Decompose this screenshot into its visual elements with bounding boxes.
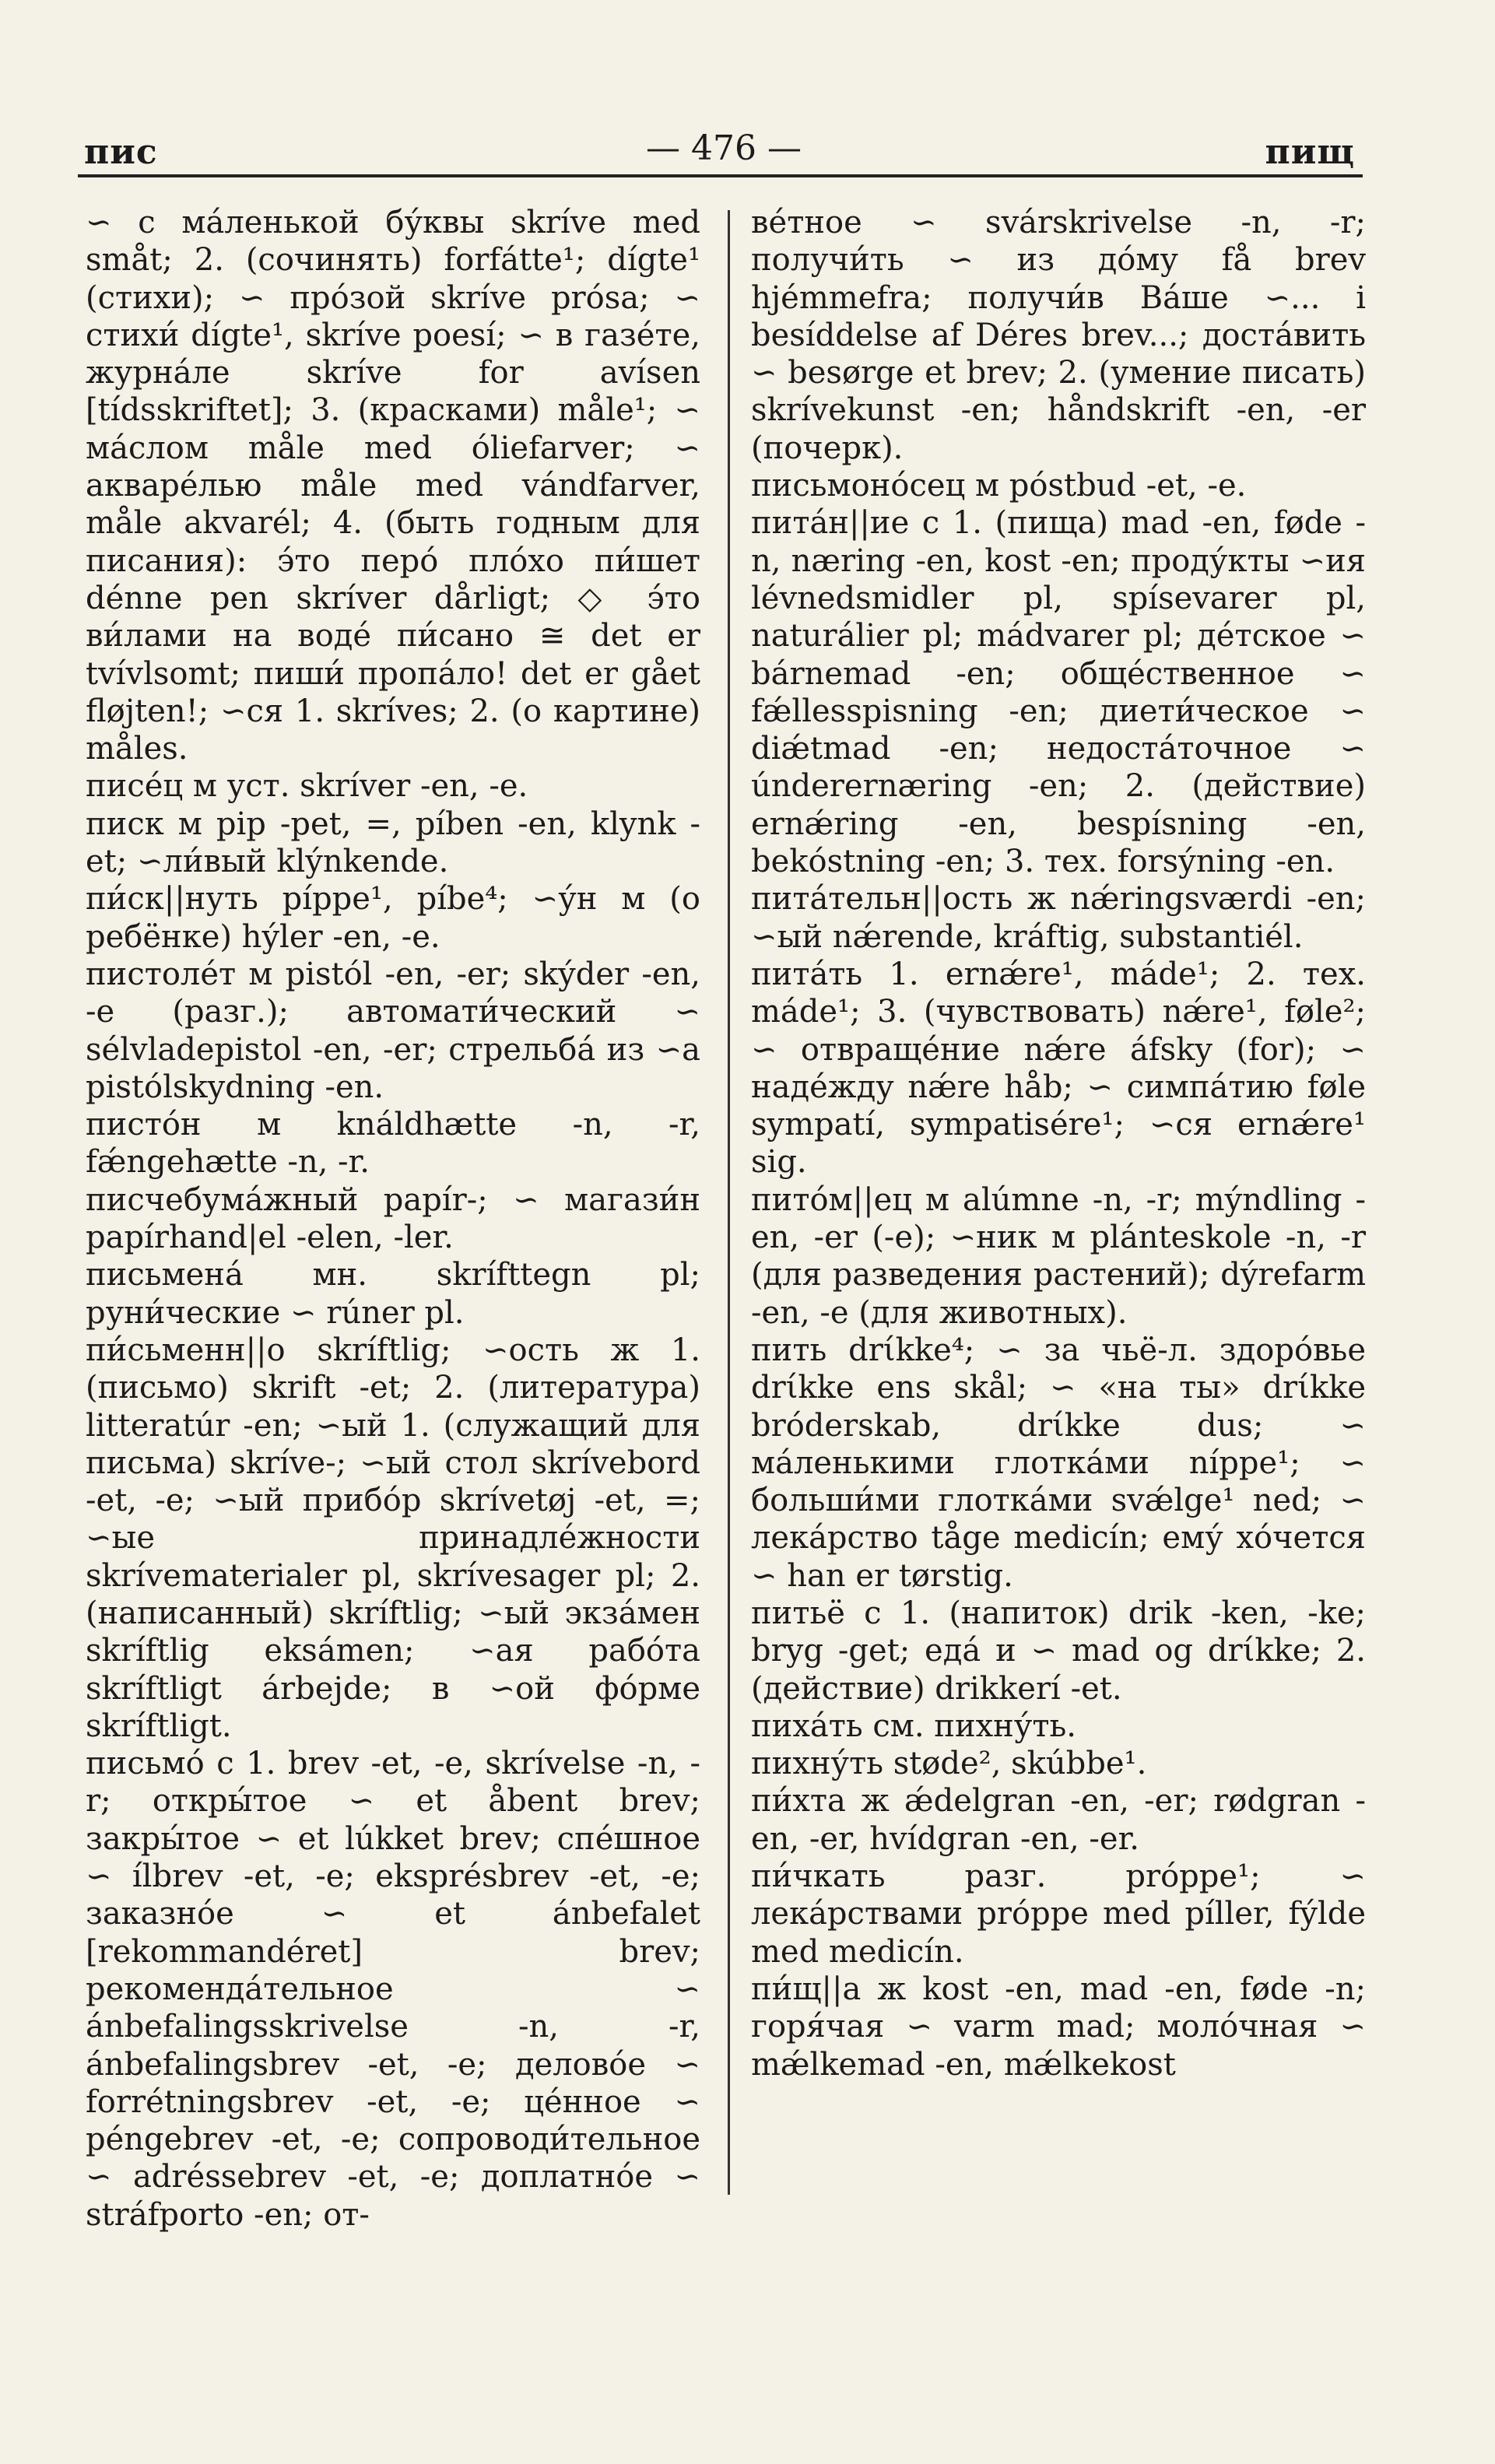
entry-pismenno: пи́сьменн||о skríftlig; ∽ость ж 1. (письмо) skrift -et; 2. (литература) litteratúr -en; ∽ый 1. (служащий для письма) skríve-; ∽ый стол skrívebord -et, -e; ∽ый прибо́р skrívetøj -et, =; ∽ые принадле́жности skrívematerialer pl, skrívesager pl; 2. (написанный) skríftlig; ∽ый экза́мен skríftlig eksámen; ∽ая рабо́та skríftligt árbejde; в ∽ой фо́рме skríftligt.	[86, 1332, 700, 1744]
entry-pitye: питьё с 1. (напиток) drik -ken, -ke; bryg -get; еда́ и ∽ mad og drίkke; 2. (действие) drikkerí -et.	[751, 1595, 1366, 1707]
page-number: — 476 —	[646, 128, 802, 168]
entry-pitat: пита́ть 1. ernǽre¹, máde¹; 2. тех. máde¹; 3. (чувствовать) nǽre¹, føle²; ∽ отвраще́ние nǽre áfsky (for); ∽ наде́жду nǽre håb; ∽ симпа́тию føle sympatí, sympatisére¹; ∽ся ernǽre¹ sig.	[751, 956, 1366, 1181]
right-column	[751, 204, 1366, 2083]
column-divider	[728, 210, 730, 2195]
entry-pikhat: пиха́ть см. пихну́ть.	[751, 1708, 1076, 1744]
left-column	[86, 204, 700, 2234]
entry-pishcha: пи́щ||а ж kost -en, mad -en, føde -n; горя́чая ∽ varm mad; моло́чная ∽ mǽlkemad -en, mǽlkekost	[751, 1971, 1366, 2083]
running-head-right: пищ	[1265, 132, 1355, 172]
entry-pisknut: пи́ск||нуть píppe¹, píbe⁴; ∽у́н м (о ребёнке) hýler -en, -e.	[86, 881, 700, 955]
entry-pitatelnost: пита́тельн||ость ж nǽringsværdi -en; ∽ый nǽrende, kráftig, substantiél.	[751, 881, 1366, 955]
entry-pismo: письмо́ с 1. brev -et, -e, skrívelse -n, -r; откры́тое ∽ et åbent brev; закры́тое ∽ et lúkket brev; спе́шное ∽ ílbrev -et, -e; eksprésbrev -et, -e; заказно́е ∽ et ánbefalet [rekommandéret] brev; рекоменда́тельное ∽ ánbefalingsskrivelse -n, -r, ánbefalingsbrev -et, -e; делово́е ∽ forrétningsbrev -et, -e; це́нное ∽ péngebrev -et, -e; сопроводи́тельное ∽ adréssebrev -et, -e; доплатно́е ∽ stráfporto -en; от-	[86, 1746, 700, 2233]
entry-pisk: писк м pip -pet, =, píben -en, klynk -et; ∽ли́вый klýnkende.	[86, 806, 700, 880]
entry-pismo-continued: ве́тное ∽ svárskrivelse -n, -r; получи́ть ∽ из до́му få brev hjémmefra; получи́в Ва́ше ∽... i besíddelse af Déres brev...; доста́вить ∽ besørge et brev; 2. (умение писать) skrívekunst -en; håndskrift -en, -er (почерк).	[751, 205, 1366, 466]
entry-piston: писто́н м knáldhætte -n, -r, fǽngehætte -n, -r.	[86, 1107, 700, 1181]
entry-pikhta: пи́хта ж ǽdelgran -en, -er; rødgran -en, -er, hvídgran -en, -er.	[751, 1783, 1366, 1857]
entry-pistolet: пистоле́т м pistól -en, -er; skýder -en, -e (разг.); автомати́ческий ∽ sélvladepistol -en, -er; стрельба́ из ∽а pistólskydning -en.	[86, 956, 700, 1105]
entry-pitomets: пито́м||ец м alúmne -n, -r; mýndling -en, -er (-e); ∽ник м plánteskole -n, -r (для разведения растений); dýrefarm -en, -e (для животных).	[751, 1181, 1366, 1331]
entry-pitanie: пита́н||ие с 1. (пища) mad -en, føde -n, næring -en, kost -en; проду́кты ∽ия lévnedsmidler pl, spísevarer pl, naturálier pl; mádvarer pl; де́тское ∽ bárnemad -en; обще́ственное ∽ fǽllesspisning -en; диети́ческое ∽ diǽtmad -en; недоста́точное ∽ únderernæring -en; 2. (действие) ernǽring -en, bespísning -en, bekóstning -en; 3. тех. forsýning -en.	[751, 505, 1366, 880]
entry-pismonosets: письмоно́сец м póstbud -et, -e.	[751, 468, 1247, 504]
header-rule	[78, 174, 1363, 177]
entry-pisets: писе́ц м уст. skríver -en, -e.	[86, 768, 528, 805]
entry-pischebumazhny: писчебума́жный papír-; ∽ магази́н papírhand|el -elen, -ler.	[86, 1181, 700, 1256]
entry-pisat-continued: ∽ с ма́ленькой бу́квы skríve med småt; 2. (сочинять) forfátte¹; dígte¹ (стихи); ∽ про́зой skríve prósa; ∽ стихи́ dígte¹, skríve poesí; ∽ в газе́те, журна́ле skríve for avísen [tídsskriftet]; 3. (красками) måle¹; ∽ ма́слом måle med óliefarver; ∽ акваре́лью måle med vándfarver, måle akvarél; 4. (быть годным для писания): э́то перо́ пло́хо пи́шет dénne pen skríver dårligt; ◇ э́то ви́лами на воде́ пи́сано ≅ det er tvívlsomt; пиши́ пропа́ло! det er gået fløjten!; ∽ся 1. skríves; 2. (о картине) måles.	[86, 205, 700, 767]
entry-pit: пить drίkke⁴; ∽ за чьё-л. здоро́вье drίkke ens skål; ∽ «на ты» drίkke bróderskab, drίkke dus; ∽ ма́ленькими глотка́ми níppe¹; ∽ больши́ми глотка́ми svǽlge¹ ned; ∽ лека́рство tåge medicín; ему́ хо́чется ∽ han er tørstig.	[751, 1332, 1366, 1594]
entry-pichkat: пи́чкать разг. próppe¹; ∽ лека́рствами próppe med píller, fýlde med medicín.	[751, 1859, 1366, 1970]
entry-pismena: письмена́ мн. skrífttegn pl; руни́ческие ∽ rúner pl.	[86, 1257, 700, 1331]
entry-pikhnut: пихну́ть støde², skúbbe¹.	[751, 1746, 1147, 1782]
running-head-left: пис	[84, 132, 158, 172]
